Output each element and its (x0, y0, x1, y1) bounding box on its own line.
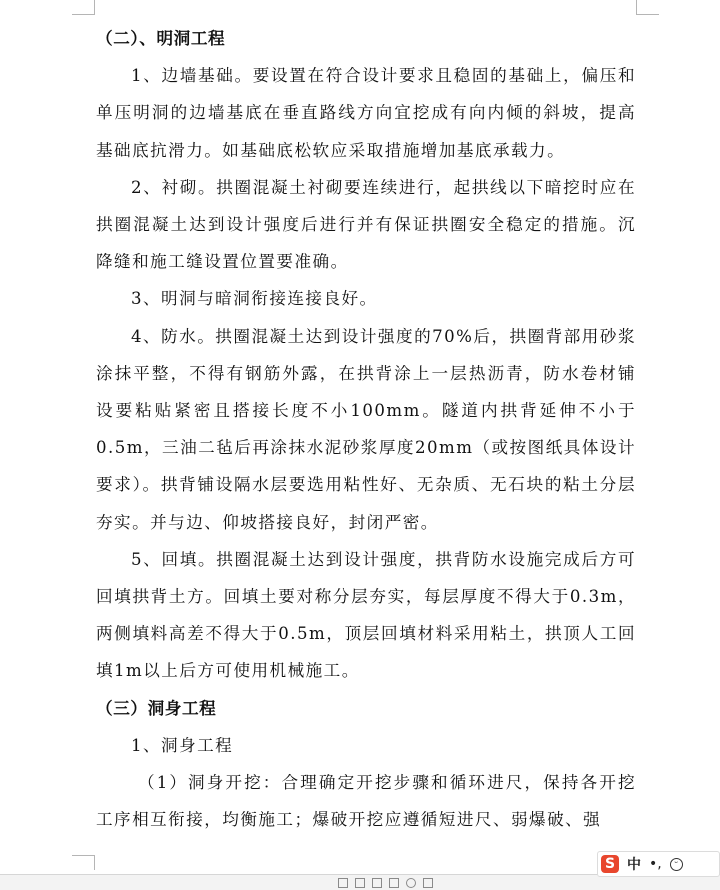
paragraph-lining: 2、衬砌。拱圈混凝土衬砌要连续进行，起拱线以下暗挖时应在拱圈混凝土达到设计强度后进行并有保证拱圈安全稳定的措施。沉降缝和施工缝设置位置要准确。 (96, 177, 636, 272)
document-body[interactable] (96, 20, 636, 838)
read-view-icon[interactable] (355, 878, 365, 888)
ime-logo-icon[interactable]: S (601, 855, 619, 873)
zoom-icon[interactable] (423, 878, 433, 888)
view-mode-icons (338, 876, 433, 890)
paragraph-side-wall-foundation: 1、边墙基础。要设置在符合设计要求且稳固的基础上，偏压和单压明洞的边墙基底在垂直路线方向宜挖成有向内倾的斜坡，提高基础底抗滑力。如基础底松软应采取措施增加基底承载力。 (96, 66, 636, 160)
page-view-icon[interactable] (338, 878, 348, 888)
smile-icon[interactable]: ᵕ (670, 858, 683, 871)
focus-icon[interactable] (406, 878, 416, 888)
section-heading-tunnel-body: （三）洞身工程 (96, 697, 217, 718)
paragraph-tunnel-body-title: 1、洞身工程 (131, 735, 234, 755)
outline-icon[interactable] (389, 878, 399, 888)
ime-punctuation-toggle[interactable]: •, (649, 856, 662, 872)
paragraph-backfill: 5、回填。拱圈混凝土达到设计强度，拱背防水设施完成后方可回填拱背土方。回填土要对称分层夯实，每层厚度不得大于0.3m，两侧填料高差不得大于0.5m，顶层回填材料采用粘土，拱顶人工回填1m以上后方可使用机械施工。 (96, 549, 636, 681)
paragraph-excavation: （1）洞身开挖：合理确定开挖步骤和循环进尺，保持各开挖工序相互衔接，均衡施工；爆破开挖应遵循短进尺、弱爆破、强 (96, 773, 636, 830)
paragraph-connection: 3、明洞与暗洞衔接连接良好。 (131, 289, 378, 309)
paragraph-waterproofing: 4、防水。拱圈混凝土达到设计强度的70%后，拱圈背部用砂浆涂抹平整，不得有钢筋外露，在拱背涂上一层热沥青，防水卷材铺设要粘贴紧密且搭接长度不小100mm。隧道内拱背延伸不小于0.5m，三油二毡后再涂抹水泥砂浆厚度20mm（或按图纸具体设计要求）。拱背铺设隔水层要选用粘性好、无杂质、无石块的粘土分层夯实。并与边、仰坡搭接良好，封闭严密。 (96, 326, 636, 532)
margin-corner-top-right (636, 0, 659, 15)
margin-corner-top-left (72, 0, 95, 15)
ime-language-toggle[interactable]: 中 (627, 857, 641, 873)
section-heading-mingdong: （二）、明洞工程 (96, 28, 226, 48)
web-view-icon[interactable] (372, 878, 382, 888)
margin-corner-bottom-left (72, 855, 95, 870)
ime-toolbar[interactable] (597, 851, 720, 877)
